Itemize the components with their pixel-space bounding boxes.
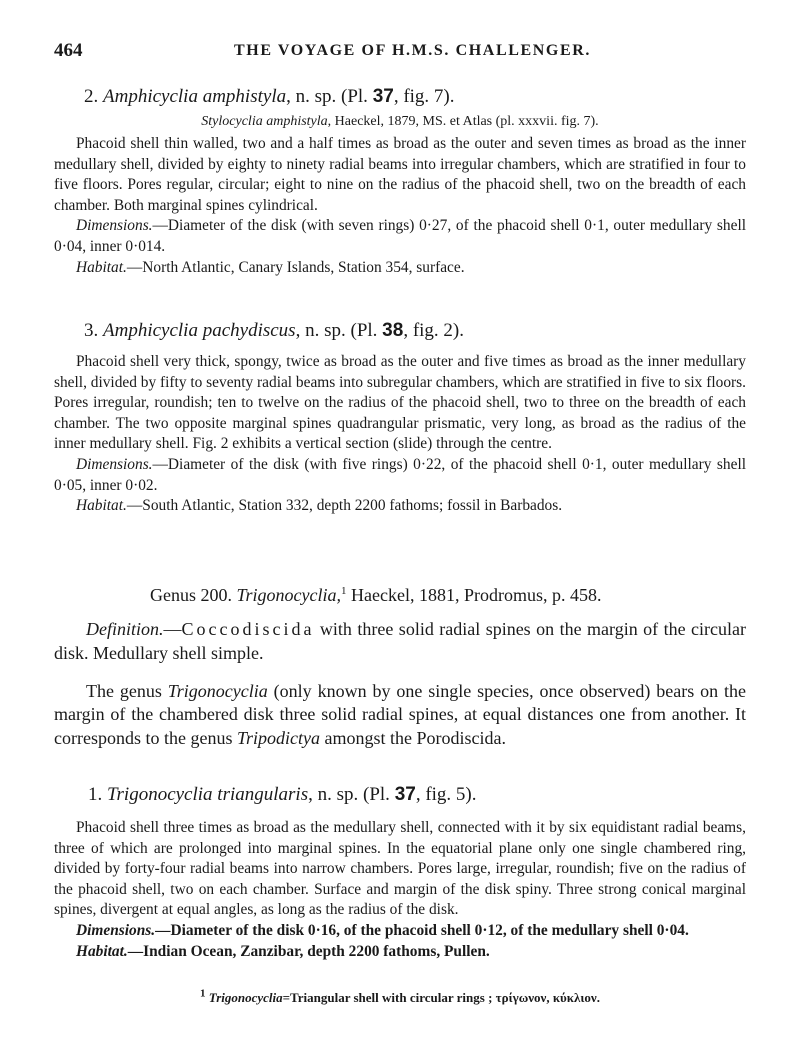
species-habitat: Habitat.—South Atlantic, Station 332, depth 2200 fathoms; fossil in Barbados. <box>76 497 563 515</box>
species-heading: 3. Amphicyclia pachydiscus, n. sp. (Pl. 38, fig. 2). <box>84 320 464 341</box>
species-amphistyla <box>54 86 746 278</box>
genus-name: Trigonocyclia, <box>236 585 341 605</box>
plate-number: 38 <box>382 320 404 341</box>
plate-number: 37 <box>372 86 394 107</box>
species-dimensions: Dimensions.—Diameter of the disk (with seven rings) 0·27, of the phacoid shell 0·1, outer medullary shell 0·04, inner 0·014. <box>54 217 746 255</box>
species-habitat: Habitat.—North Atlantic, Canary Islands, Station 354, surface. <box>76 258 465 276</box>
synonym-line: Stylocyclia amphistyla, Haeckel, 1879, MS. et Atlas (pl. xxxvii. fig. 7). <box>201 114 599 129</box>
species-name: Amphicyclia amphistyla <box>103 86 287 107</box>
genus-intro: The genus Trigonocyclia (only known by one single species, once observed) bears on the margin of the chambered disk three solid radial spines, at equal distances one from another. It corresponds to the genus Tripodictya amongst the Porodiscida. <box>54 680 746 749</box>
species-description: Phacoid shell thin walled, two and a half times as broad as the outer and seven times as broad as the inner medullary shell, divided by eighty to ninety radial beams into irregular chambers, which are stratified in four to five floors. Pores regular, circular; eight to nine on the radius of the phacoid shell, two on the breadth of each chamber. Both marginal spines cylindrical. <box>54 135 746 214</box>
species-triangularis <box>54 784 746 962</box>
species-dimensions: Dimensions.—Diameter of the disk (with five rings) 0·22, of the phacoid shell 0·1, outer medullary shell 0·05, inner 0·02. <box>54 455 746 494</box>
species-pachydiscus <box>54 320 746 517</box>
page-header <box>54 40 748 64</box>
genus-definition: Definition.—Coccodiscida with three solid radial spines on the margin of the circular disk. Medullary shell simple. <box>54 619 746 663</box>
synonym-name: Stylocyclia amphistyla <box>201 114 328 129</box>
genus-trigonocyclia <box>54 585 746 751</box>
species-description: Phacoid shell three times as broad as the medullary shell, connected with it by six equidistant radial beams, three of which are prolonged into marginal spines. In the equatorial plane only one single chambered ring, divided by forty-four radial beams into narrow chambers. Pores large, irregular, roundish; five on the radius of the phacoid shell, two on each chamber. Surface and margin of the disk spiny. Three strong conical marginal spines, divergent at equal angles, as long as the radius of the disk. <box>54 819 746 919</box>
species-habitat: Habitat.—Indian Ocean, Zanzibar, depth 2200 fathoms, Pullen. <box>76 942 490 960</box>
footnote-mark: 1 <box>341 585 347 597</box>
footnote: $^1$ Trigonocyclia=Triangular shell with circular rings ; τρίγωνον, κύκλιον. <box>199 987 600 1005</box>
species-description: Phacoid shell very thick, spongy, twice as broad as the outer and five times as broad as the inner medullary shell, divided by fifty to seventy radial beams into subregular chambers, which are stratified in five to six floors. Pores irregular, roundish; ten to twelve on the radius of the phacoid shell, two to three on the breadth of each chamber. The two opposite marginal spines quadrangular prismatic, very long, as broad as the radius of the inner medullary shell. Fig. 2 exhibits a vertical section (slide) through the centre. <box>54 353 746 453</box>
page-number: 464 <box>54 40 83 61</box>
species-name: Amphicyclia pachydiscus <box>103 320 296 341</box>
genus-heading: Genus 200. Trigonocyclia,$^1$ Haeckel, 1881, Prodromus, p. 458. <box>150 585 602 605</box>
plate-number: 37 <box>394 784 416 805</box>
running-title: THE VOYAGE OF H.M.S. CHALLENGER. <box>234 42 592 59</box>
species-dimensions: Dimensions.—Diameter of the disk 0·16, of the phacoid shell 0·12, of the medullary shell 0·04. <box>76 921 689 939</box>
species-heading: 1. Trigonocyclia triangularis, n. sp. (Pl. 37, fig. 5). <box>88 784 477 805</box>
species-name: Trigonocyclia triangularis <box>107 784 309 805</box>
species-heading: 2. Amphicyclia amphistyla, n. sp. (Pl. 37, fig. 7). <box>84 86 455 107</box>
